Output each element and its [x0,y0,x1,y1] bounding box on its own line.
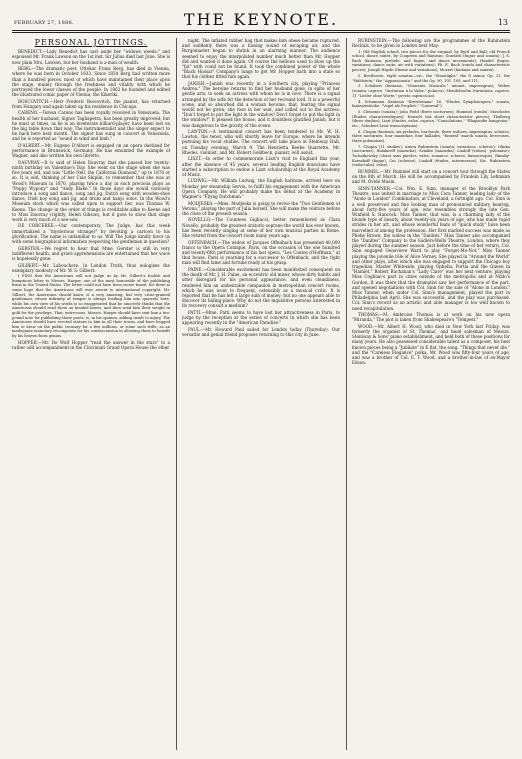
quoted-passage: I FIND that the Americans will not judge us by Mr. Gilbert's foolish and bumptious letter to Messrs. Harper, one of the most honorable of the publishing firms in the United States. The letter could not have been worse timed, for there is some hope that the Americans will ever assent to international copyright. Mr. Gilbert, the Americans should know, is a very amusing, but very cross-grained gentleman, whose infirmity of temper is always leading him into quarrels here, while his own view of his works is so exaggerated that he sincerely thinks that the Americans should read them on bended knees, and then send him their weight in gold for the privilege. That, entre-nous, Messrs. Harper should have sent him a ten-pound note for publishing these poets, is, in his opinion, adding insult to injury. The Americans should have erected statues to him in all their towns, and have begged him to draw on the public treasury for a few millions, or some such trifle, as an inadequate monetary recompense for his condescension in allowing them to benefit by his heaven-born genius. [12,274,170,338]
paragraph: DE CORCEREE.—Our contemporary, The Judge, has this week immortalized a "mysterious stranger" by devoting a cartoon to his glorification. The name is unfamiliar to us. Will The Judge kindly favor us with some biographical information respecting the gentleman in question? [12,223,170,245]
paragraph: PAINE.—Considerable excitement has been manifested consequent on the death of Mr. J. H. Paine, an eccentric old miser, whose dirty habits and utter disregard for his personal appearance, and even cleanliness, rendered him an undesirable companion in metropolitan concert rooms, which he was wont to frequent, ostensibly as a musical critic. It is reported that he has left a large sum of money; but no one appears able to discover its hiding-place. Why do not the inquisitive persons interested in its recovery consult a medium? [182,266,340,309]
paragraph: SINN-TANNER.—Col. Wm. E. Sinn, manager of the Brooklyn Park Theatre, was united in marriage to Miss Cora Tanner, leading lady of the "Alone in London" Combination, at Cleveland, a fortnight ago. Col. Sinn is a well preserved and fine looking man of pronounced military bearing, about forty-five years of age, who resembles strongly the late Gen. Winfield S. Hancock. Miss Tanner, that was, is a charming lady of the blonde type of beauty, about twenty-six years of age, who has made rapid strides in her art, and whose wonderful feats of "quick study" have been marvelled at among the profession. Her first marked success was made as Phelie Brown, the widow in the "Danites." Miss Tanner also accompanied the "Danites" Company to the Sadlers-Wells Theatre, London, where they played during the summer season. Just before the time of her return, Col. Sinn engaged Genevieve Ward to play "Forget-Me-Not." Miss Tanner playing the juvenile rôle of Alice Verney. She played in "Around the World" and other plays, after which she was engaged to support the Chicago boy tragedian, Master Whiteside, playing Ophelia, Portia and the Queen in "Hamlet." Robert Buchanan's "Lady Clare" was her next venture, playing Miss Coghlan's part in cities outside of the metropolis and at Niblo's Garden. It was there that the dramatist saw her performance of the part, and opened negotiations with Col. Sinn for the sale of "Alone in London." Miss Tanner, when under Col. Sinn's management, played the part in Philadelphia last April. She was successful, and the play was purchased. Col. Sinn's record as an artistic and able manager is too well known to need recapitulation. [352,185,510,311]
masthead [0,8,522,42]
paragraph: D'ALBERT.—Mr. Eugene D'Albert is engaged on an opera destined for performance in Brunswick, Germany. He has emulated the example of Wagner, and also written his own libretto. [12,142,170,159]
masthead-rule-thin [12,32,510,33]
paragraph: BOSCOVITCH.—Herr Frederic Boscovitch, the pianist, has returned from Hungary and again taken up his residence in Chicago. [12,98,170,109]
paragraph: GERSTER.—We regret to hear that Mme. Gerster is still in very indifferent health, and grave apprehensions are entertained that her voice is hopelessly gone. [12,245,170,261]
paragraph: RUBINSTEIN.—The following are the programmes of the Rubinstein Recitals, to be given in London next May: [352,38,510,49]
paragraph: OFFENBACH.—The widow of Jacques Offenbach has presented 40,000 francs to the Opera Comique, Paris, on the occasion of the one hundred and twenty-fifth performance of his last opera, "Les Contes d'Hoffman," at that house. Paris is yearning for a successor to Offenbach, and the right man will find fame and fortune ready at his grasp. [182,239,340,266]
column-3 [352,38,510,750]
paragraph: PATTI.—Mme. Patti seems to have lost her attractiveness in Paris, to judge by the reception at the series of concerts in which she has been appearing recently in the "American Paradise." [182,309,340,326]
programme-item: 5. Clementi (sonata); John Field (three nocturnes); Hummel (rondo); Moscheles (Études characteristiques); Henselt (six short characteristic pieces); Thalberg (three studies); Liszt (études, valse, caprice, "Consolations," "Rhapsodie hongroise," etc.; Schubert-Liszt transcriptions). [352,110,510,128]
paragraph: BERG.—The dramatic poet, Ottokar Franz Berg, has died in Vienna, where he was born in October 1833. Since 1854 Berg had written more than a hundred pieces, most of which have maintained their place upon the stage, mainly through the freshness and vitality with which he portrayed the lower classes of the people. In 1862 he founded and edited the illustrated comic paper of Vienna, the Kikeriki. [12,66,170,98]
programme-item: 6. Chopin (fantasia, six preludes, barcarole, three waltzes, impromptus, scherzo, three nocturnes, four mazurkas, four ballades, "funeral" march sonata, berceuses, three polonaises). [352,129,510,143]
paragraph: MODJESKA.—Mme. Modjeska is going to revive the "Two Gentlemen of Verona," playing the part of Julia herself. She will make the venture before the close of the present season. [182,200,340,216]
paragraph: HOPPER.—Mr. De Wolf Hopper "read the answer in the stars" to a rather odd accompaniment in the Cincinnati Grand Opera House the other [12,339,170,351]
paragraph: RUMMEL.—Mr. Rummel will start on a concert tour through the States on the 8th of March. He will be accompanied by Fraulein Lily Lehmann and M. Ovide Musin. [352,169,510,185]
paragraph: LISZT.—In order to commemorate Liszt's visit to England this year, after the absence of 45 years, several leading English musicians have started a subscription to endow a Liszt scholarship at the Royal Academy of Music. [182,156,340,177]
paragraph: BENEDICT.—Lady Benedict has cast aside her "widows weeds," and espoused Mr. Frank Lawson on the 1st inst. Sir Julius died last June. She is now plain Mrs. Lawson, but her husband is a man of wealth. [12,49,170,65]
column-1 [12,38,170,750]
paragraph: night. The inflated rubber bag that makes him obese became ruptured, and suddenly there was a hissing sound of escaping air, and the Burgomaster began to shrink in an alarming manner. The audience seemed to enjoy the interpolated number much better than Mr. Hopper did and wanted it done again. Of course the bellows used to blow up the "fat" with could not be found. It took the combined power of the whole "Black Hussar" Company's lungs to get Mr. Hopper back into a state so that his clothes fitted him again. [182,38,340,80]
paragraph: NOVELLO.—The Countess Gigliucci, better remembered as Clara Novello, probably the greatest oratorio soprano the world has ever known, has been recently singing at some of her own musical parties in Rome. She retired from the concert room many years ago. [182,217,340,239]
programme-item: 3. Schubert (fantasia, "Moments Musicals," minuet, impromptus); Weber (sonata, caprice, "Invitation à la Valse," polacca); Mendelssohn (variations, caprice, 11 "Lieder ohne Worte," presto capriccioso). [352,84,510,98]
column-divider [346,38,347,750]
paragraph: GILBERT.—Mr. Labouchere, in London Truth, thus eulogizes the exemplary modesty of Mr. W. S. Gilbert: [12,262,170,273]
paragraph: DAUVRAY.—It is said of Helen Dauvray that she passed her twenty-ninth birthday on Valentine's Day. She went on the stage when she was five years old, and was "Little Nell, the California Diamond," up to 1870 or so. It is odd, thinking of her Cale Skiplin, to remember that she was at Wood's Museum in 1870, playing twice a day in such precious plays as "Poppy Wypony" and "Andy Blake." In those days she would variously introduce a song and dance, song and jig, Dutch song with wooden-shoe dance, Irish boy song and jig, and drum and banjo solos. In the Wood's Museum stock which was called upon to support her, was Thomas W. Keene. The change in the order of things is creditable alike to Keene and to Miss Dauvray (rightly, Helen Gibson), but it goes to show that stage work is very much of a see-saw. [12,159,170,222]
programme-item: 2. Beethoven, eight sonatas—viz., the "Moonlight," the D minor, Op. 31, the "Waldstein," the "Appassionata," and the Op. 90, 101, 109, and 111. [352,73,510,83]
paragraph: LUDWIG.—Mr. William Ludwig, the English baritone, arrived here on Monday per steamship Servia, to fulfil his engagement with the American Opera Company. He will probably make his début at the Academy in Wagner's "Flying Dutchman." [182,178,340,200]
paragraph: LAWTON.—A testimonial concert has been tendered to Mr. W. H. Lawton, the tenor, who will shortly leave for Europe, where he intends pursuing his vocal studies. The concert will take place at Steinway Hall, on Tuesday evening, March 9. The Henrietta Beebe Quartette, Mr. Rhodes, violinist, and Mr. Robert Goldbeck, pianist, will assist. [182,129,340,155]
programme-item: 4. Schumann (fantasia "Kreisleriana" 16, "Études Symphoniques," sonata, fantasiestücke, "Vogel als Prophet," "Carneval"). [352,99,510,109]
paragraph: WOOD.—Mr. Albert H. Wood, who died in New York last Friday, was formerly the organist of St. Thomas', and head salesman of Messrs. Steinway & Sons' piano establishment, and held both of these positions for many years. He also possessed considerable talent as a composer, his best known pieces being a "Jubilate" in E flat, the song, "Things that never die," and the "Careless Elegance" polka. Mr. Wood was fifty-four years of age, and was a brother of Col. E. T. Wood, and a brother-in-law of ex-Mayor Edson. [352,323,510,366]
page-number: 13 [497,18,508,27]
paragraph: THOMAS.—M. Ambroise Thomas is at work on his new opera "Miranda." The plot is taken from Shakespeare's "Tempest." [352,312,510,323]
publication-title: THE KEYNOTE. [183,10,339,29]
section-heading: PERSONAL JOTTINGS. [34,38,148,47]
masthead-rule [12,30,510,31]
column-divider [176,38,177,750]
paragraph: CARENO.—Teresa Careno has been royally received in Venezuela. The health of her husband, Signor Tagliapetra, has been greatly improved; but he must at times, as he is an inveterate billiard-player, have been lost on the big table down that way. The instrumentalist and the singer expect to be back here next month. The signor has sung in concert in Venezuela, and he is reported as "sound in wind and limb." [12,110,170,142]
programme-item: 7. Chopin (11 studies); Anton Rubinstein (sonata, variations, scherzo); Glinka (nocturnes), Balakireff (mazurka), Ssinkin (mazurka), Liadoff (valses), polonaise); Tschaikowsky (chant sans paroles, valse, romance, scherzo, humoresque), Rimsky-Korsakoff (fugue), Cui (scherzo), Liadoff (études, intermezzos), Nic. Rubinstein (valse-tuba), valse). [352,144,510,168]
column-2 [182,38,340,750]
programme-item: 1. Old English school, two pieces for the virginal, by Byrd and Bull; old French school, dance suites, by Couperin and Rameau; Scarlatti (fugue and sonata); J. S. Bach (fantasia, prelude, and fugue, and dance movements); Handel (fugue, variations, dance suite, air with variations); Ph. E. Bach (rondo and characteristic pieces); Joseph Haydn (theme and variations); Mozart (fantasia and sonata). [352,49,510,73]
paragraph: JANISH.—Janish was recently in a Southern city, playing "Princess Andrea." The heroine returns to find her husband gone, in spite of her gentle arts, to seek an actress with whom he is in love. There is a signal arranged by the wife for the detection of her recreant lord. It is a powerful scene, and so absorbed did a woman become, that, fearing the signal would not be given, she rose in her seat, and called out to the actress: "Don't forget to put the light in the window! Don't forget to put the light in the window!" It pleased the house, and it doubtless gratified Janish, but it was dangerous to the gravity of the scene. [182,80,340,128]
issue-date: FEBRUARY 27, 1886. [14,20,74,26]
paragraph: PAUL.—Mr. Howard Paul sailed for London today (Thursday). Our versatile and genial friend proposes returning to this city in June. [182,326,340,337]
